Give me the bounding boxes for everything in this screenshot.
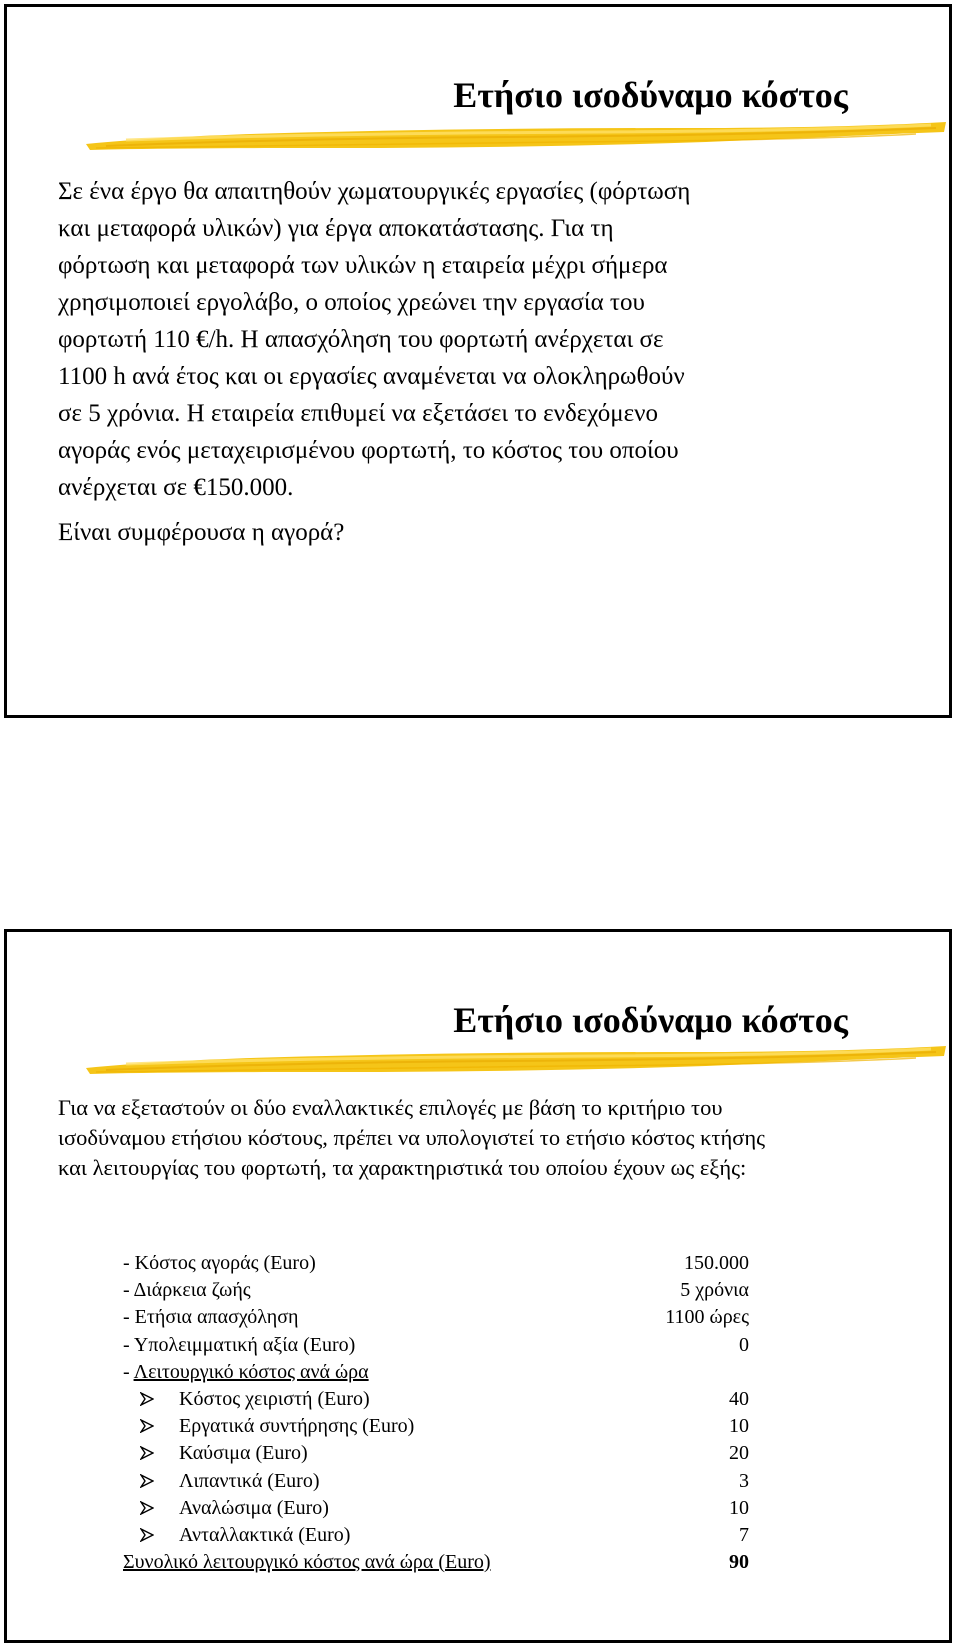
brush-stroke-decoration	[86, 1044, 946, 1080]
operating-item-label: Λιπαντικά (Euro)	[179, 1469, 320, 1492]
loader-specs-list	[123, 1250, 749, 1576]
paragraph-line: αγοράς ενός μεταχειρισμένου φορτωτή, το κόστος του οποίου	[58, 437, 679, 464]
spec-row	[123, 1304, 749, 1331]
arrowhead-bullet-icon	[140, 1501, 154, 1515]
paragraph-line: φόρτωση και μεταφορά των υλικών η εταιρεία μέχρι σήμερα	[58, 252, 668, 279]
total-row	[123, 1549, 749, 1576]
operating-item-value: 3	[739, 1469, 749, 1492]
spec-row	[123, 1250, 749, 1277]
spec-row	[123, 1332, 749, 1359]
spec-value: 5 χρόνια	[680, 1279, 749, 1302]
heading-prefix: -	[123, 1360, 134, 1383]
slide-2-title: Ετήσιο ισοδύναμο κόστος	[453, 1000, 848, 1040]
paragraph-line: και λειτουργίας του φορτωτή, τα χαρακτηριστικά του οποίου έχουν ως εξής:	[58, 1155, 747, 1180]
operating-item-row	[123, 1386, 749, 1413]
heading-text: Λειτουργικό κόστος ανά ώρα	[133, 1360, 369, 1383]
paragraph-line: χρησιμοποιεί εργολάβο, ο οποίος χρεώνει την εργασία του	[58, 289, 645, 316]
paragraph-line: Σε ένα έργο θα απαιτηθούν χωματουργικές εργασίες (φόρτωση	[58, 178, 691, 205]
spec-label: - Υπολειμματική αξία (Euro)	[123, 1333, 356, 1356]
operating-item-value: 10	[729, 1496, 749, 1519]
spec-label: - Διάρκεια ζωής	[123, 1279, 251, 1302]
brush-stroke-decoration	[86, 120, 946, 156]
slide-1-title: Ετήσιο ισοδύναμο κόστος	[453, 75, 848, 115]
operating-item-row	[123, 1440, 749, 1467]
total-label: Συνολικό λειτουργικό κόστος ανά ώρα (Euro)	[123, 1551, 491, 1574]
spec-label: - Ετήσια απασχόληση	[123, 1306, 299, 1329]
spec-value: 0	[739, 1333, 749, 1356]
spec-value: 1100 ώρες	[665, 1306, 749, 1329]
operating-item-row	[123, 1468, 749, 1495]
operating-item-row	[123, 1495, 749, 1522]
paragraph-line: Για να εξεταστούν οι δύο εναλλακτικές επιλογές με βάση το κριτήριο του	[58, 1095, 723, 1120]
spec-row	[123, 1277, 749, 1304]
paragraph-line: φορτωτή 110 €/h. Η απασχόληση του φορτωτή ανέρχεται σε	[58, 326, 664, 353]
operating-item-label: Καύσιμα (Euro)	[179, 1442, 308, 1465]
paragraph-line: και μεταφορά υλικών) για έργα αποκατάστασης. Για τη	[58, 215, 614, 242]
operating-item-label: Ανταλλακτικά (Euro)	[179, 1523, 351, 1546]
slide-1-paragraph	[58, 173, 690, 506]
total-value: 90	[729, 1551, 749, 1574]
operating-item-label: Κόστος χειριστή (Euro)	[179, 1387, 370, 1410]
operating-item-value: 7	[739, 1523, 749, 1546]
paragraph-line: ανέρχεται σε €150.000.	[58, 474, 294, 501]
operating-item-label: Εργατικά συντήρησης (Euro)	[179, 1415, 415, 1438]
operating-cost-heading	[123, 1359, 749, 1386]
paragraph-line: ισοδύναμου ετήσιου κόστους, πρέπει να υπολογιστεί το ετήσιο κόστος κτήσης	[58, 1125, 766, 1150]
operating-item-value: 10	[729, 1415, 749, 1438]
arrowhead-bullet-icon	[140, 1528, 154, 1542]
arrowhead-bullet-icon	[140, 1446, 154, 1460]
arrowhead-bullet-icon	[140, 1392, 154, 1406]
paragraph-line: σε 5 χρόνια. Η εταιρεία επιθυμεί να εξετάσει το ενδεχόμενο	[58, 400, 658, 427]
paragraph-line: 1100 h ανά έτος και οι εργασίες αναμένεται να ολοκληρωθούν	[58, 363, 685, 390]
operating-item-value: 40	[729, 1387, 749, 1410]
arrowhead-bullet-icon	[140, 1419, 154, 1433]
operating-item-label: Αναλώσιμα (Euro)	[179, 1496, 329, 1519]
slide-2-paragraph	[58, 1093, 765, 1183]
spec-value: 150.000	[684, 1252, 749, 1274]
operating-item-value: 20	[729, 1442, 749, 1465]
slide-1-question: Είναι συμφέρουσα η αγορά?	[58, 519, 345, 546]
operating-item-row	[123, 1522, 749, 1549]
spec-label: - Κόστος αγοράς (Euro)	[123, 1252, 316, 1274]
arrowhead-bullet-icon	[140, 1474, 154, 1488]
operating-item-row	[123, 1413, 749, 1440]
